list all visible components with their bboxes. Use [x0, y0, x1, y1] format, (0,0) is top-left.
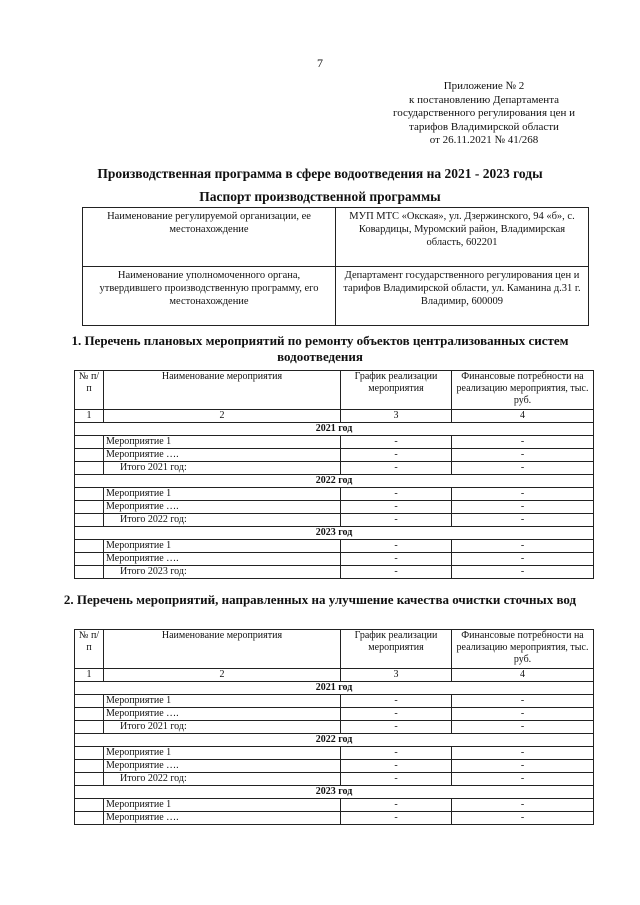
event-name: Мероприятие ….: [104, 812, 341, 825]
year-row: [75, 786, 594, 799]
year-label: 2021 год: [75, 682, 594, 695]
column-number: 2: [104, 410, 341, 423]
event-name: Мероприятие ….: [104, 501, 341, 514]
schedule-value: -: [341, 553, 452, 566]
column-number: 1: [75, 669, 104, 682]
column-number: 2: [104, 669, 341, 682]
event-name: Мероприятие ….: [104, 449, 341, 462]
event-name: Мероприятие 1: [104, 799, 341, 812]
finance-value: -: [452, 566, 594, 579]
finance-value: -: [452, 721, 594, 734]
section1-heading: 1. Перечень плановых мероприятий по ремонту объектов централизованных систем водоотведения: [71, 333, 569, 364]
table-header-row: [75, 630, 594, 669]
schedule-value: -: [341, 773, 452, 786]
schedule-value: -: [341, 799, 452, 812]
appendix-line: тарифов Владимирской области: [409, 120, 559, 133]
col-header-name: Наименование мероприятия: [104, 630, 341, 669]
schedule-value: -: [341, 812, 452, 825]
finance-value: -: [452, 760, 594, 773]
passport-title: Паспорт производственной программы: [199, 189, 441, 204]
event-name: Мероприятие ….: [104, 708, 341, 721]
column-number: 4: [452, 669, 594, 682]
passport-row: [83, 267, 589, 326]
total-label: Итого 2022 год:: [104, 514, 341, 527]
schedule-value: -: [341, 488, 452, 501]
finance-value: -: [452, 436, 594, 449]
event-name: Мероприятие ….: [104, 760, 341, 773]
schedule-value: -: [341, 436, 452, 449]
finance-value: -: [452, 773, 594, 786]
col-header-num: № п/п: [75, 630, 104, 669]
finance-value: -: [452, 449, 594, 462]
table-row: [75, 760, 594, 773]
event-name: Мероприятие 1: [104, 488, 341, 501]
event-name: Мероприятие 1: [104, 747, 341, 760]
appendix-line: к постановлению Департамента: [408, 93, 560, 106]
column-number-row: [75, 669, 594, 682]
table-row: [75, 708, 594, 721]
total-row: [75, 566, 594, 579]
year-label: 2022 год: [75, 475, 594, 488]
column-number: 3: [341, 410, 452, 423]
schedule-value: -: [341, 501, 452, 514]
year-label: 2023 год: [75, 786, 594, 799]
total-label: Итого 2021 год:: [104, 721, 341, 734]
schedule-value: -: [341, 721, 452, 734]
event-name: Мероприятие 1: [104, 436, 341, 449]
finance-value: -: [452, 488, 594, 501]
table-row: [75, 695, 594, 708]
finance-value: -: [452, 540, 594, 553]
section2-table: [74, 629, 594, 825]
total-row: [75, 721, 594, 734]
finance-value: -: [452, 501, 594, 514]
column-number: 1: [75, 410, 104, 423]
passport-label: Наименование уполномоченного органа, утвердившего производственную программу, его местонахождение: [83, 267, 336, 326]
col-header-finance: Финансовые потребности на реализацию мероприятия, тыс. руб.: [452, 630, 594, 669]
total-row: [75, 514, 594, 527]
total-label: Итого 2021 год:: [104, 462, 341, 475]
passport-value: Департамент государственного регулирования цен и тарифов Владимирской области, ул. Каманина д.31 г. Владимир, 600009: [336, 267, 589, 326]
total-label: Итого 2023 год:: [104, 566, 341, 579]
year-row: [75, 527, 594, 540]
schedule-value: -: [341, 747, 452, 760]
passport-table: [82, 207, 589, 326]
table-row: [75, 540, 594, 553]
schedule-value: -: [341, 540, 452, 553]
col-header-num: № п/п: [75, 371, 104, 410]
finance-value: -: [452, 462, 594, 475]
section1-table: [74, 370, 594, 579]
event-name: Мероприятие 1: [104, 540, 341, 553]
finance-value: -: [452, 695, 594, 708]
year-row: [75, 475, 594, 488]
schedule-value: -: [341, 514, 452, 527]
total-label: Итого 2022 год:: [104, 773, 341, 786]
column-number: 4: [452, 410, 594, 423]
year-row: [75, 734, 594, 747]
schedule-value: -: [341, 708, 452, 721]
schedule-value: -: [341, 566, 452, 579]
column-number-row: [75, 410, 594, 423]
schedule-value: -: [341, 449, 452, 462]
event-name: Мероприятие 1: [104, 695, 341, 708]
passport-label: Наименование регулируемой организации, ее местонахождение: [83, 208, 336, 267]
schedule-value: -: [341, 695, 452, 708]
table-row: [75, 501, 594, 514]
year-row: [75, 423, 594, 436]
table-row: [75, 812, 594, 825]
appendix-line: от 26.11.2021 № 41/268: [429, 134, 539, 146]
event-name: Мероприятие ….: [104, 553, 341, 566]
page-number: 7: [317, 56, 323, 70]
table-row: [75, 553, 594, 566]
passport-row: [83, 208, 589, 267]
passport-value: МУП МТС «Окская», ул. Дзержинского, 94 «б», с. Ковардицы, Муромский район, Владимирская область, 602201: [336, 208, 589, 267]
table-row: [75, 488, 594, 501]
finance-value: -: [452, 799, 594, 812]
year-row: [75, 682, 594, 695]
col-header-schedule: График реализации мероприятия: [341, 630, 452, 669]
column-number: 3: [341, 669, 452, 682]
schedule-value: -: [341, 760, 452, 773]
finance-value: -: [452, 812, 594, 825]
table-row: [75, 436, 594, 449]
schedule-value: -: [341, 462, 452, 475]
document-title: Производственная программа в сфере водоотведения на 2021 - 2023 годы: [97, 166, 543, 181]
table-row: [75, 449, 594, 462]
table-row: [75, 747, 594, 760]
appendix-line: государственного регулирования цен и: [392, 107, 576, 119]
finance-value: -: [452, 514, 594, 527]
finance-value: -: [452, 708, 594, 721]
year-label: 2023 год: [75, 527, 594, 540]
finance-value: -: [452, 747, 594, 760]
col-header-finance: Финансовые потребности на реализацию мероприятия, тыс. руб.: [452, 371, 594, 410]
table-header-row: [75, 371, 594, 410]
table-row: [75, 799, 594, 812]
col-header-schedule: График реализации мероприятия: [341, 371, 452, 410]
year-label: 2022 год: [75, 734, 594, 747]
total-row: [75, 462, 594, 475]
finance-value: -: [452, 553, 594, 566]
year-label: 2021 год: [75, 423, 594, 436]
appendix-line: Приложение № 2: [443, 80, 525, 92]
col-header-name: Наименование мероприятия: [104, 371, 341, 410]
total-row: [75, 773, 594, 786]
section2-heading: 2. Перечень мероприятий, направленных на улучшение качества очистки сточных вод: [63, 592, 577, 607]
appendix-note: [372, 80, 596, 148]
